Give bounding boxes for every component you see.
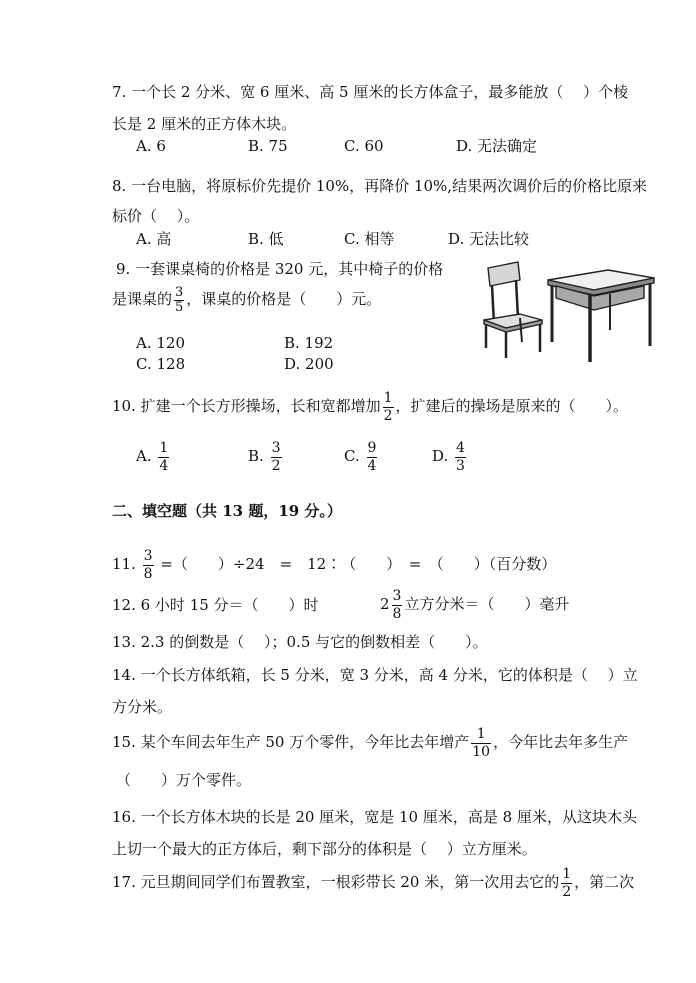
q11-frac-num: 3 (143, 547, 153, 564)
q9-frac-den: 5 (175, 299, 184, 315)
q10-option-c-fraction (367, 440, 378, 475)
q10-option-d-label: D. (432, 447, 449, 465)
q10-option-d-fraction (455, 440, 466, 475)
q9-line1: 9. 一套课桌椅的价格是 320 元，其中椅子的价格 (116, 260, 444, 278)
q8-line1: 8. 一台电脑，将原标价先提价 10%，再降价 10%,结果两次调价后的价格比原来 (112, 177, 648, 195)
q10-option-a (136, 437, 171, 475)
q10-option-b-den: 2 (271, 457, 281, 474)
q10-option-a-fraction (158, 440, 169, 475)
q14-line2: 方分米。 (112, 698, 173, 716)
q9-frac-num: 3 (175, 284, 184, 300)
q10-pre: 10. 扩建一个长方形操场，长和宽都增加 (112, 397, 381, 415)
q12-right-text: 立方分米＝（ ）毫升 (404, 595, 570, 613)
q11-fraction (143, 548, 154, 583)
q10-option-b-label: B. (248, 447, 264, 465)
q11-frac-den: 8 (143, 565, 153, 582)
q10-option-d-num: 4 (456, 439, 465, 456)
q9-option-c: C. 128 (136, 355, 186, 373)
q11-pre: 11. (112, 555, 136, 573)
q15-line1 (112, 722, 628, 762)
q15-line2: （ ）万个零件。 (116, 771, 252, 789)
q12-right (380, 586, 569, 623)
q10-option-a-den: 4 (159, 457, 169, 474)
q12-left: 12. 6 小时 15 分＝（ ）时 (112, 596, 319, 614)
q16-line2: 上切一个最大的正方体后，剩下部分的体积是（ ）立方厘米。 (112, 840, 537, 858)
q17-line (112, 862, 634, 902)
q11-line (112, 545, 556, 583)
q8-option-a: A. 高 (136, 230, 172, 248)
chair-desk-illustration (478, 258, 658, 364)
q10-option-d (432, 437, 468, 475)
q9-option-a: A. 120 (136, 334, 185, 352)
q15-pre: 15. 某个车间去年生产 50 万个零件，今年比去年增产 (112, 733, 470, 751)
q9-line2-pre: 是课桌的 (112, 290, 173, 308)
q7-line2: 长是 2 厘米的正方体木块。 (112, 115, 297, 133)
q14-line1: 14. 一个长方体纸箱，长 5 分米，宽 3 分米，高 4 分米，它的体积是（ ）立 (112, 666, 638, 684)
q7-option-d: D. 无法确定 (456, 137, 538, 155)
q10-post: ，扩建后的操场是原来的（ ）。 (395, 397, 629, 415)
q9-option-b: B. 192 (284, 334, 334, 352)
q8-line2: 标价（ ）。 (112, 207, 200, 225)
q15-fraction (471, 726, 491, 761)
q13-line: 13. 2.3 的倒数是（ ）；0.5 与它的倒数相差（ ）。 (112, 633, 488, 651)
q9-option-d: D. 200 (284, 355, 334, 373)
q10-frac-num: 1 (383, 389, 393, 406)
q10-option-d-den: 3 (456, 457, 465, 474)
q17-frac-num: 1 (562, 865, 572, 882)
q7-option-c: C. 60 (344, 137, 384, 155)
q7-option-b: B. 75 (248, 137, 288, 155)
q9-line2-post: ，课桌的价格是（ ）元。 (186, 290, 382, 308)
q10-option-c-den: 4 (367, 457, 377, 474)
q10-option-b (248, 437, 284, 475)
q11-post: =（ ）÷24 = 12∶（ ） = （ ）（百分数） (160, 555, 557, 573)
q10-line (112, 388, 628, 425)
q12-fraction (392, 588, 403, 623)
q15-frac-den: 10 (472, 743, 491, 760)
chair-icon (484, 262, 542, 358)
q10-option-c (344, 437, 379, 475)
q8-option-d: D. 无法比较 (448, 230, 530, 248)
q10-option-a-label: A. (136, 447, 152, 465)
desk-icon (548, 270, 654, 362)
q10-option-b-fraction (271, 440, 282, 475)
q8-option-b: B. 低 (248, 230, 284, 248)
q15-frac-num: 1 (476, 725, 486, 742)
q7-option-a: A. 6 (136, 137, 166, 155)
q7-line1: 7. 一个长 2 分米、宽 6 厘米、高 5 厘米的长方体盒子，最多能放（ ）个棱 (112, 83, 629, 101)
q12-frac-den: 8 (392, 605, 402, 622)
q10-fraction (383, 390, 394, 425)
q9-line2 (112, 281, 381, 317)
q8-option-c: C. 相等 (344, 230, 395, 248)
q16-line1: 16. 一个长方体木块的长是 20 厘米，宽是 10 厘米，高是 8 厘米，从这块木头 (112, 808, 637, 826)
q17-fraction (561, 866, 572, 901)
q10-option-c-num: 9 (367, 439, 377, 456)
q12-frac-num: 3 (392, 587, 402, 604)
q15-post: ，今年比去年多生产 (493, 733, 629, 751)
q10-frac-den: 2 (383, 407, 393, 424)
section-heading: 二、填空题（共 13 题，19 分。） (112, 502, 342, 520)
q9-fraction (174, 286, 184, 315)
q12-whole: 2 (380, 595, 390, 613)
q10-option-a-num: 1 (159, 439, 169, 456)
q17-frac-den: 2 (562, 883, 572, 900)
q17-post: ，第二次 (574, 873, 635, 891)
q17-pre: 17. 元旦期间同学们布置教室，一根彩带长 20 米，第一次用去它的 (112, 873, 560, 891)
q10-option-c-label: C. (344, 447, 360, 465)
q10-option-b-num: 3 (271, 439, 281, 456)
